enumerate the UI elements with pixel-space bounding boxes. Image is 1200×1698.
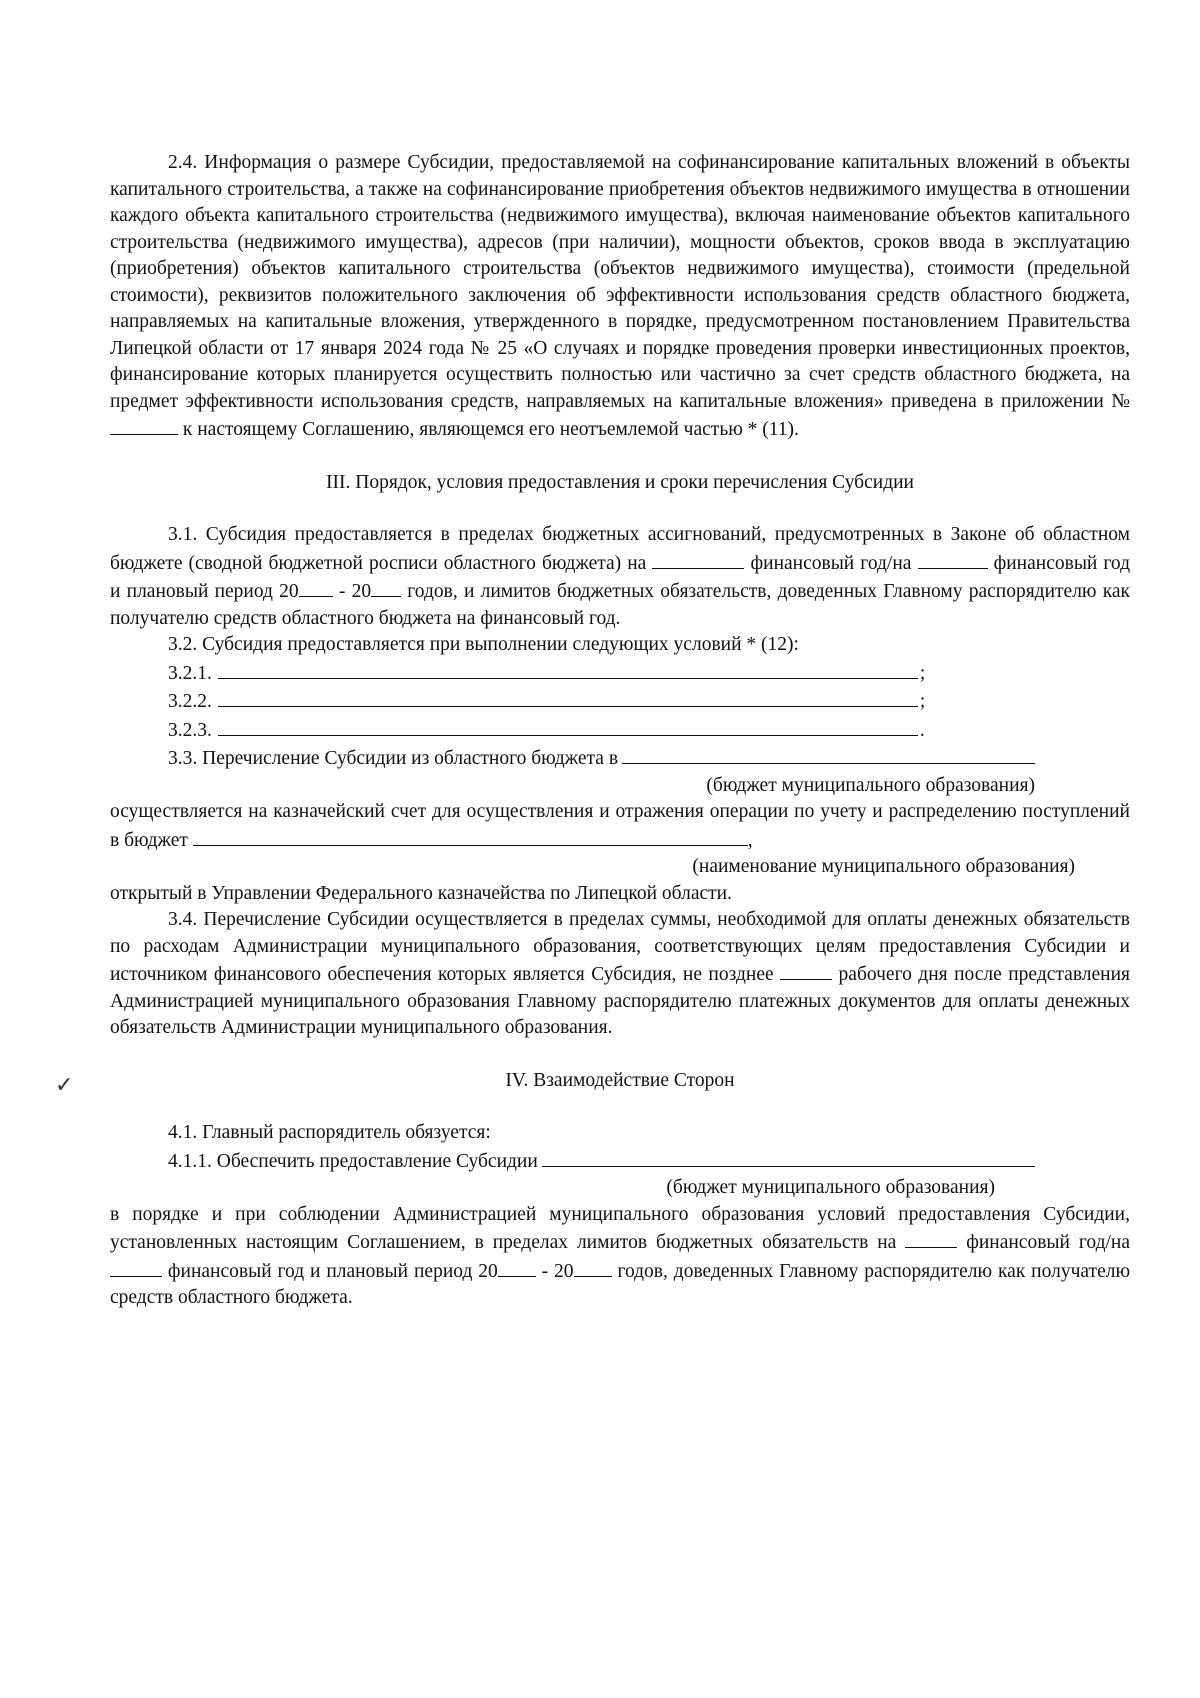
paragraph-3-1: 3.1. Субсидия предоставляется в пределах бюджетных ассигнований, предусмотренных в Законе об областном бюджете (сводной бюджетной росписи областного бюджета) на финансовый год/на финансовый год и плановый период 20 - 20 годов, и лимитов бюджетных обязательств, доведенных Главному распорядителю как получателю средств областного бюджета на финансовый год. xyxy=(110,524,1131,629)
blank-municipal-budget-2[interactable] xyxy=(542,1147,1035,1167)
blank-plan-year-2[interactable] xyxy=(371,577,401,597)
hint-municipal-name: (наименование муниципального образования) xyxy=(692,856,1075,877)
paragraph-4-1-1-line: 4.1.1. Обеспечить предоставление Субсидии xyxy=(110,1147,1130,1176)
condition-row: 3.2.1. ; xyxy=(110,659,1103,688)
paragraph-3-3-line: 3.3. Перечисление Субсидии из областного бюджета в xyxy=(110,744,1130,773)
blank-limit-year-1[interactable] xyxy=(905,1228,957,1248)
blank-limit-year-2[interactable] xyxy=(110,1257,162,1277)
paragraph-2-4: 2.4. Информация о размере Субсидии, предоставляемой на софинансирование капитальных вложений в объекты капитального строительства, а также на софинансирование приобретения объектов недвижимого имущества в отношении каждого объекта капитального строительства (недвижимого имущества), включая наименование объектов капитального строительства (недвижимого имущества), адресов (при наличии), мощности объектов, сроков ввода в эксплуатацию (приобретения) объектов капитального строительства (объектов недвижимого имущества), стоимости (предельной стоимости), реквизитов положительного заключения об эффективности использования средств областного бюджета, направляемых на капитальные вложения, утвержденного в порядке, предусмотренном постановлением Правительства Липецкой области от 17 января 2024 года № 25 «О случаях и порядке проведения проверки инвестиционных проектов, финансирование которых планируется осуществить полностью или частично за счет средств областного бюджета, на предмет эффективности использования средств, направляемых на капитальные вложения» приведена в приложении № к настоящему Соглашению, являющемся его неотъемлемой частью * (11). xyxy=(110,152,1130,440)
blank-year-1[interactable] xyxy=(652,549,744,569)
blank-limit-plan-1[interactable] xyxy=(498,1257,536,1277)
blank-working-day[interactable] xyxy=(780,960,832,980)
paragraph-3-2: 3.2. Субсидия предоставляется при выполнении следующих условий * (12): xyxy=(168,634,799,655)
condition-row: 3.2.3. . xyxy=(110,716,1103,745)
blank-plan-year-1[interactable] xyxy=(299,577,333,597)
paragraph-3-3-end: открытый в Управлении Федерального казначейства по Липецкой области. xyxy=(110,882,732,904)
condition-blank-3[interactable] xyxy=(218,716,918,736)
paragraph-4-1: 4.1. Главный распорядитель обязуется: xyxy=(168,1122,491,1143)
paragraph-3-3-body: осуществляется на казначейский счет для осуществления и отражения операции по учету и распределению поступлений в бюджет , xyxy=(110,801,1130,851)
hint-municipal-budget: (бюджет муниципального образования) xyxy=(706,774,1035,796)
document-page xyxy=(110,150,1130,1312)
section-4-heading: IV. Взаимодействие Сторон xyxy=(505,1069,735,1091)
blank-year-2[interactable] xyxy=(918,549,988,569)
paragraph-3-4: 3.4. Перечисление Субсидии осуществляется в пределах суммы, необходимой для оплаты денежных обязательств по расходам Администрации муниципального образования, соответствующих целям предоставления Субсидии и источником финансового обеспечения которых является Субсидия, не позднее рабочего дня после представления Администрацией муниципального образования Главному распорядителю платежных документов для оплаты денежных обязательств Администрации муниципального образования. xyxy=(110,909,1130,1038)
section-3-heading: III. Порядок, условия предоставления и сроки перечисления Субсидии xyxy=(326,471,914,493)
paragraph-4-1-1-body: в порядке и при соблюдении Администрацией муниципального образования условий предоставления Субсидии, установленных настоящим Соглашением, в пределах лимитов бюджетных обязательств на финансовый год/на финансовый год и плановый период 20 - 20 годов, доведенных Главному распорядителю как получателю средств областного бюджета. xyxy=(110,1203,1131,1308)
condition-blank-2[interactable] xyxy=(218,687,918,707)
blank-limit-plan-2[interactable] xyxy=(574,1257,612,1277)
condition-blank-1[interactable] xyxy=(218,659,918,679)
condition-row: 3.2.2. ; xyxy=(110,687,1103,716)
blank-appendix-number[interactable] xyxy=(110,415,178,435)
hint-municipal-budget-2: (бюджет муниципального образования) xyxy=(666,1177,995,1198)
margin-checkmark: ✓ xyxy=(55,1072,74,1097)
blank-municipal-budget[interactable] xyxy=(622,744,1035,764)
blank-municipal-name[interactable] xyxy=(193,826,748,846)
